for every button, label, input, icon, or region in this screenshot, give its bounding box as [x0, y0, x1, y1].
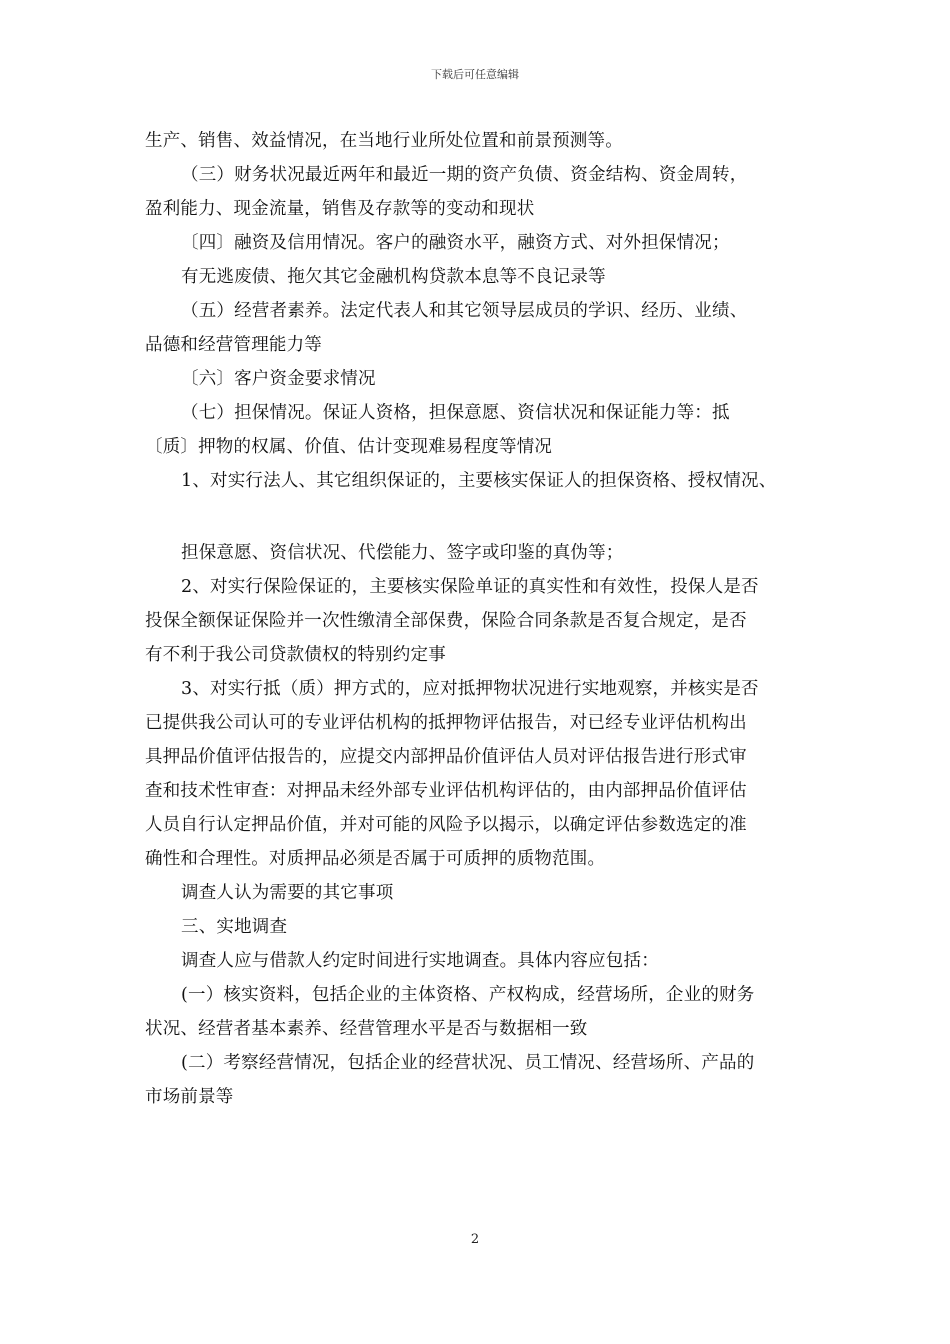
text-line: 品德和经营管理能力等	[145, 335, 322, 355]
text-line: 确性和合理性。对质押品必须是否属于可质押的质物范围。	[145, 849, 606, 869]
text-line: 〔六〕客户资金要求情况	[181, 369, 376, 389]
text-line: （三）财务状况最近两年和最近一期的资产负债、资金结构、资金周转，	[181, 165, 748, 185]
text-line: 有无逃废债、拖欠其它金融机构贷款本息等不良记录等	[181, 267, 606, 287]
text-line: 有不利于我公司贷款债权的特别约定事	[145, 645, 446, 665]
text-line: 投保全额保证保险并一次性缴清全部保费，保险合同条款是否复合规定，是否	[145, 611, 747, 631]
text-line: 〔四〕融资及信用情况。客户的融资水平，融资方式、对外担保情况；	[181, 233, 730, 253]
text-line: 盈利能力、现金流量，销售及存款等的变动和现状	[145, 199, 535, 219]
text-line: （五）经营者素养。法定代表人和其它领导层成员的学识、经历、业绩、	[181, 301, 748, 321]
text-line: (一）核实资料，包括企业的主体资格、产权构成，经营场所，企业的财务	[181, 985, 755, 1005]
text-line: 2、对实行保险保证的，主要核实保险单证的真实性和有效性，投保人是否	[181, 577, 759, 597]
page-header: 下载后可任意编辑	[431, 68, 519, 81]
text-line: 市场前景等	[145, 1087, 234, 1107]
text-line: （七）担保情况。保证人资格，担保意愿、资信状况和保证能力等：抵	[181, 403, 730, 423]
section-heading: 三、实地调查	[181, 917, 288, 937]
text-line: 查和技术性审查：对押品未经外部专业评估机构评估的，由内部押品价值评估	[145, 781, 747, 801]
text-line: 1、对实行法人、其它组织保证的，主要核实保证人的担保资格、授权情况、	[181, 471, 777, 491]
page-number: 2	[470, 1232, 480, 1247]
text-line: 人员自行认定押品价值，并对可能的风险予以揭示，以确定评估参数选定的准	[145, 815, 747, 835]
text-line: 〔质〕押物的权属、价值、估计变现难易程度等情况	[145, 437, 553, 457]
text-line: 已提供我公司认可的专业评估机构的抵押物评估报告，对已经专业评估机构出	[145, 713, 747, 733]
text-line: 调查人认为需要的其它事项	[181, 883, 394, 903]
text-line: 状况、经营者基本素养、经营管理水平是否与数据相一致	[145, 1019, 588, 1039]
text-line: 3、对实行抵（质）押方式的，应对抵押物状况进行实地观察，并核实是否	[181, 679, 759, 699]
text-line: 具押品价值评估报告的，应提交内部押品价值评估人员对评估报告进行形式审	[145, 747, 747, 767]
text-line: 担保意愿、资信状况、代偿能力、签字或印鉴的真伪等；	[181, 543, 624, 563]
text-line: 生产、销售、效益情况，在当地行业所处位置和前景预测等。	[145, 131, 623, 151]
document-body	[145, 124, 810, 1114]
text-line: 调查人应与借款人约定时间进行实地调查。具体内容应包括：	[181, 951, 659, 971]
text-line: (二）考察经营情况，包括企业的经营状况、员工情况、经营场所、产品的	[181, 1053, 755, 1073]
